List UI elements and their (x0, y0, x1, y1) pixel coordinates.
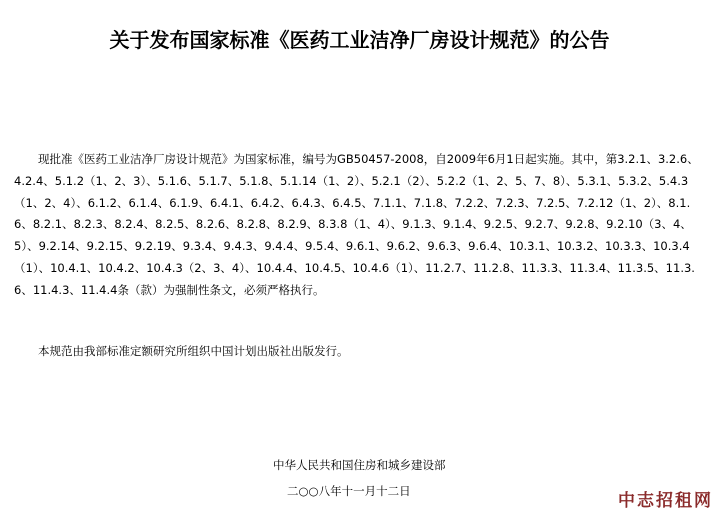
announcement-body-paragraph: 现批准《医药工业洁净厂房设计规范》为国家标准，编号为GB50457-2008，自2009年6月1日起实施。其中，第3.2.1、3.2.6、4.2.4、5.1.2（1、2、3）、5.1.6、5.1.7、5.1.8、5.1.14（1、2）、5.2.1（2）、5.2.2（1、2、5、7、8）、5.3.1、5.3.2、5.4.3（1、2、4）、6.1.2、6.1.4、6.1.9、6.4.1、6.4.2、6.4.3、6.4.5、7.1.1、7.1.8、7.2.2、7.2.3、7.2.5、7.2.12（1、2）、8.1.6、8.2.1、8.2.3、8.2.4、8.2.5、8.2.6、8.2.8、8.2.9、8.3.8（1、4）、9.1.3、9.1.4、9.2.5、9.2.7、9.2.8、9.2.10（3、4、5）、9.2.14、9.2.15、9.2.19、9.3.4、9.4.3、9.4.4、9.5.4、9.6.1、9.6.2、9.6.3、9.6.4、10.3.1、10.3.2、10.3.3、10.3.4（1）、10.4.1、10.4.2、10.4.3（2、3、4）、10.4.4、10.4.5、10.4.6（1）、11.2.7、11.2.8、11.3.3、11.3.4、11.3.5、11.3.6、11.4.3、11.4.4条（款）为强制性条文，必须严格执行。 (14, 152, 699, 297)
issuing-authority: 中华人民共和国住房和城乡建设部 (273, 458, 446, 472)
publication-note-paragraph: 本规范由我部标准定额研究所组织中国计划出版社出版发行。 (38, 344, 349, 358)
site-watermark: 中志招租网 (618, 491, 713, 511)
page-title: 关于发布国家标准《医药工业洁净厂房设计规范》的公告 (109, 28, 610, 52)
issue-date: 二○○八年十一月十二日 (287, 484, 411, 498)
